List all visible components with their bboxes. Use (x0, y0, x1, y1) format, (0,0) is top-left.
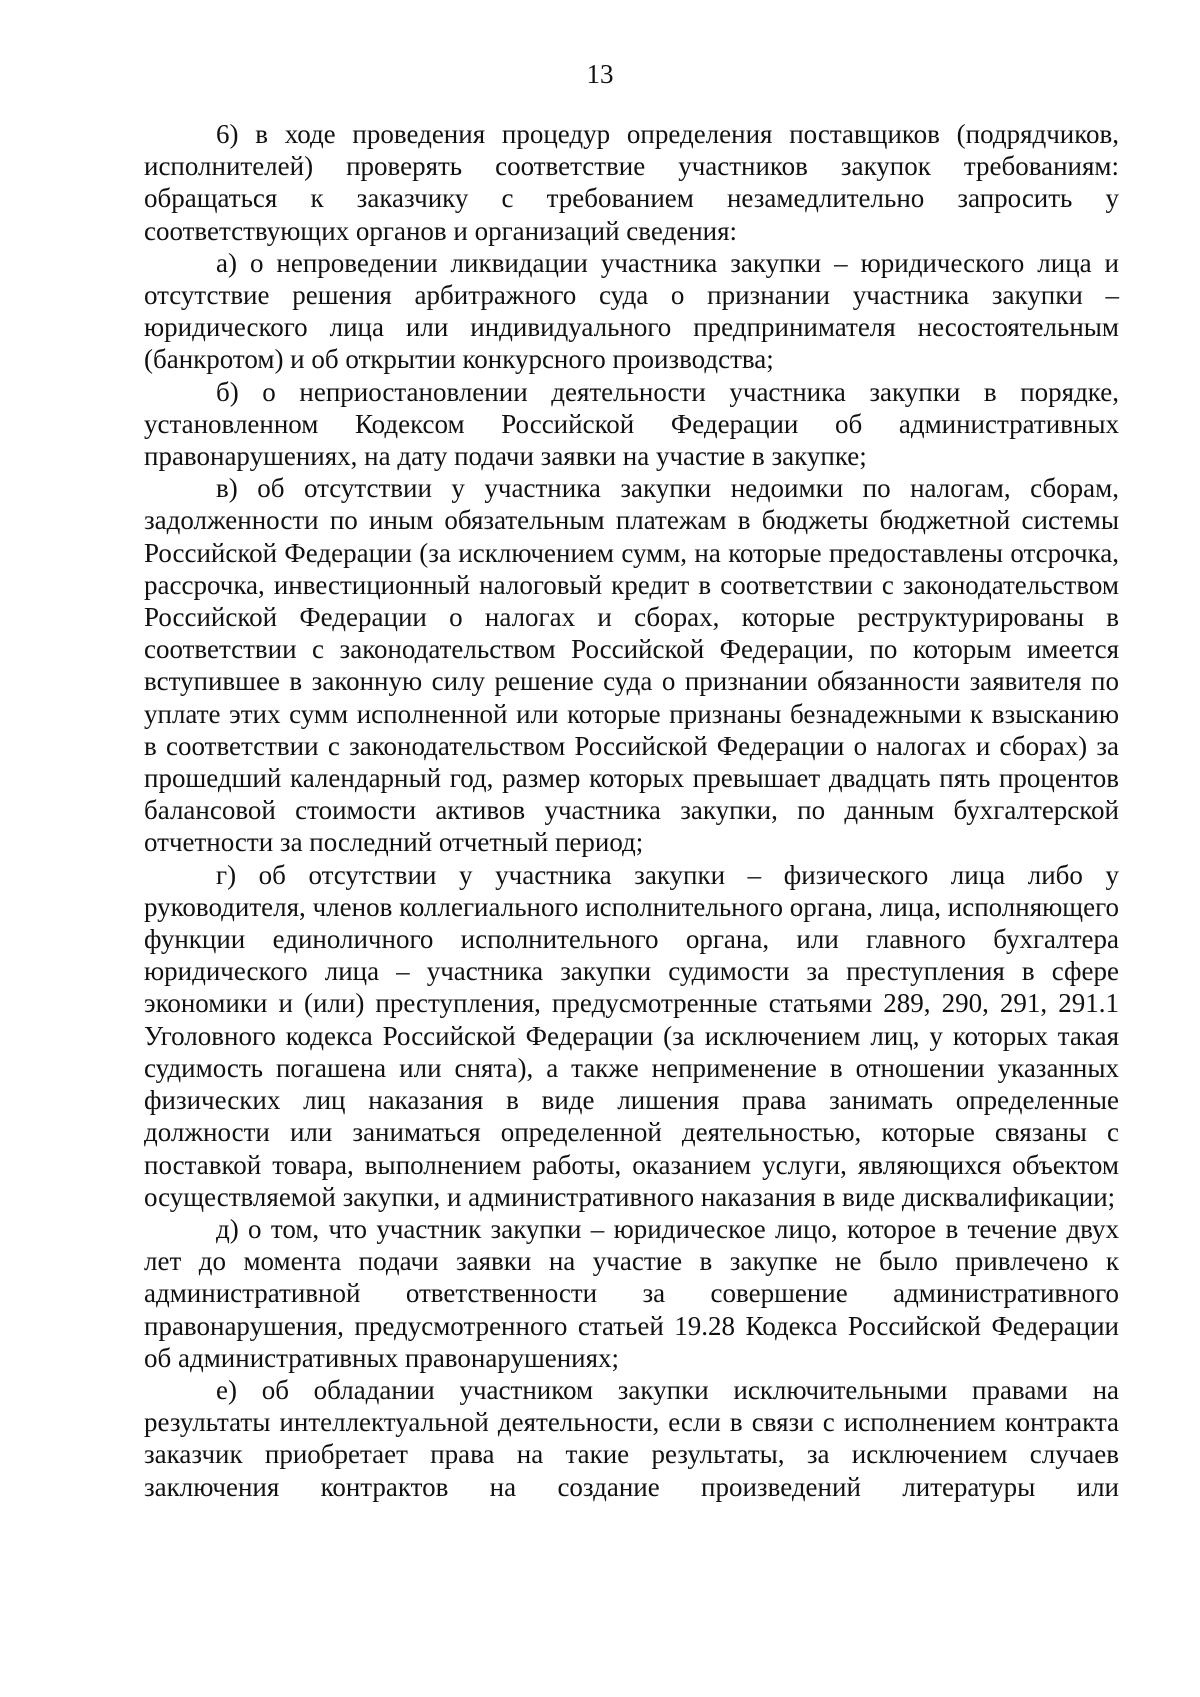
paragraph-subitem-d: д) о том, что участник закупки – юридическое лицо, которое в течение двух лет до момента подачи заявки на участие в закупке не было привлечено к административной ответственности за совершение административного правонарушения, предусмотренного статьей 19.28 Кодекса Российской Федерации об административных правонарушениях; (144, 1213, 1119, 1373)
paragraph-subitem-e: е) об обладании участником закупки исключительными правами на результаты интеллектуальной деятельности, если в связи с исполнением контракта заказчик приобретает права на такие результаты, за исключением случаев заключения контрактов на создание произведений литературы или (144, 1374, 1119, 1502)
paragraph-subitem-v: в) об отсутствии у участника закупки недоимки по налогам, сборам, задолженности по иным обязательным платежам в бюджеты бюджетной системы Российской Федерации (за исключением сумм, на которые предоставлены отсрочка, рассрочка, инвестиционный налоговый кредит в соответствии с законодательством Российской Федерации о налогах и сборах, которые реструктурированы в соответствии с законодательством Российской Федерации, по которым имеется вступившее в законную силу решение суда о признании обязанности заявителя по уплате этих сумм исполненной или которые признаны безнадежными к взысканию в соответствии с законодательством Российской Федерации о налогах и сборах) за прошедший календарный год, размер которых превышает двадцать пять процентов балансовой стоимости активов участника закупки, по данным бухгалтерской отчетности за последний отчетный период; (144, 473, 1119, 858)
paragraph-subitem-b: б) о неприостановлении деятельности участника закупки в порядке, установленном Кодексом Российской Федерации об административных правонарушениях, на дату подачи заявки на участие в закупке; (144, 376, 1119, 472)
document-body (144, 118, 1119, 1503)
paragraph-subitem-a: а) о непроведении ликвидации участника закупки – юридического лица и отсутствие решения арбитражного суда о признании участника закупки – юридического лица или индивидуального предпринимателя несостоятельным (банкротом) и об открытии конкурсного производства; (144, 247, 1119, 375)
page-number: 13 (586, 59, 614, 89)
paragraph-item-6: 6) в ходе проведения процедур определения поставщиков (подрядчиков, исполнителей) проверять соответствие участников закупок требованиям: обращаться к заказчику с требованием незамедлительно запросить у соответствующих органов и организаций сведения: (144, 119, 1119, 246)
paragraph-subitem-g: г) об отсутствии у участника закупки – физического лица либо у руководителя, членов коллегиального исполнительного органа, лица, исполняющего функции единоличного исполнительного органа, или главного бухгалтера юридического лица – участника закупки судимости за преступления в сфере экономики и (или) преступления, предусмотренные статьями 289, 290, 291, 291.1 Уголовного кодекса Российской Федерации (за исключением лиц, у которых такая судимость погашена или снята), а также неприменение в отношении указанных физических лиц наказания в виде лишения права занимать определенные должности или заниматься определенной деятельностью, которые связаны с поставкой товара, выполнением работы, оказанием услуги, являющихся объектом осуществляемой закупки, и административного наказания в виде дисквалификации; (144, 859, 1119, 1212)
